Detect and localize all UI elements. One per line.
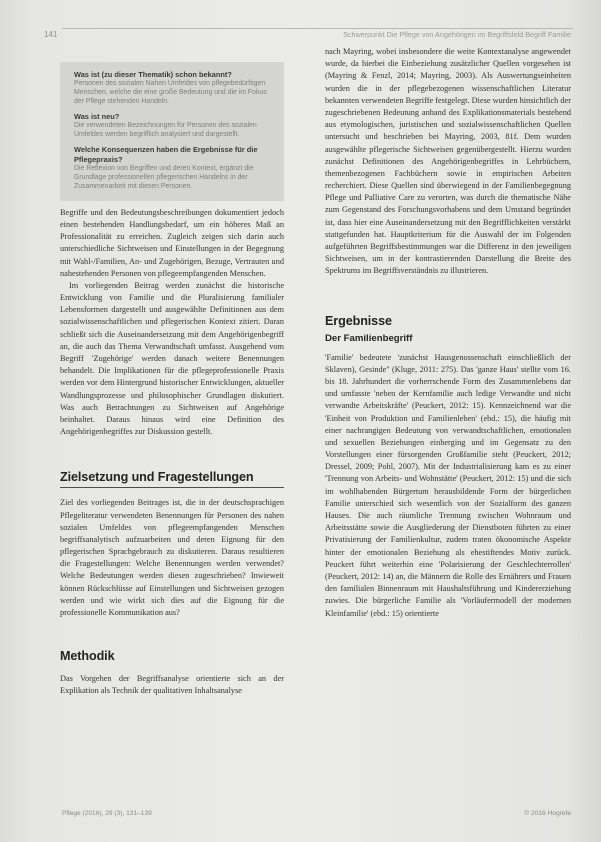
section-heading-method bbox=[60, 649, 284, 663]
left-column bbox=[60, 62, 284, 698]
left-body-text bbox=[60, 207, 284, 439]
section-title-goals: Zielsetzung und Fragestellungen bbox=[60, 470, 254, 485]
running-head: Schwerpunkt Die Pflege von Angehörigen im Begriffsfeld Begriff Familie bbox=[343, 30, 571, 39]
subsection-title-family: Der Familienbegriff bbox=[325, 332, 413, 344]
box-answer-2: Die verwendeten Bezeichnungen für Personen des sozialen Umfeldes werden begrifflich analysiert und dargestellt. bbox=[74, 122, 257, 139]
section-title-results: Ergebnisse bbox=[325, 313, 392, 328]
box-answer-3: Die Reflexion von Begriffen und deren Kontext, ergänzt die Grundlage professionellen pflegerischen Handelns in der Zusammenarbeit mit diesen Personen. bbox=[74, 164, 254, 190]
section-title-method: Methodik bbox=[60, 649, 115, 664]
left-paragraph-1: Begriffe und den Bedeutungsbeschreibungen dokumentiert jedoch einen bestehenden Handlungsbedarf, um ein höheres Maß an Professionalität zu erreichen. Zugleich zeigen sich darin auch unterschiedliche Sichtweisen und Einstellungen in der Begegnung mit Wahl-/Familien, An- und Zugehörigen, Bezuge, Vertrauten und nahestehenden Personen von pflegeempfangenden Menschen. bbox=[60, 207, 284, 278]
box-question-1: Was ist (zu dieser Thematik) schon bekannt? bbox=[74, 70, 232, 79]
footer-copyright: © 2016 Hogrefe bbox=[524, 810, 571, 817]
box-answer-1: Personen des sozialen Nahen Umfeldes von pflegebedürftigen Menschen, welche die eine große Bedeutung und die im Fokus der Pflege stehenden Handeln. bbox=[74, 80, 267, 106]
box-question-3: Welche Konsequenzen haben die Ergebnisse für die Pflegepraxis? bbox=[74, 145, 258, 164]
right-paragraph-2: 'Familie' bedeutete 'zunächst Hausgenossenschaft einschließlich der Sklaven), Gesinde'' (Kluge, 2011: 275). Das 'ganze Haus' stellte vom 16. bis 18. Jahrhundert die vorherrschende Form des Zusammenlebens dar und umfasste 'neben der Kernfamilie auch ledige Verwandte und nicht verwandte Arbeitskräfte' (Peuckert, 2012: 15). Kennzeichnend war die 'Einheit von Produktion und Familienleben' (ebd.: 15), die häufig mit einer nachrangigen Bedeutung von verwandtschaftlichen, emotionalen und sexuellen Beziehungen einherging und im Gegensatz zu den Vorstellungen einer fürsorgenden Großfamilie steht (Peuckert, 2012; Dressel, 2009; Pohl, 2007). Mit der Industrialisierung kam es zu einer 'Trennung von Arbeits- und Wohnstätte' (Peuckert, 2012: 15) und die sich im wohlhabenden Bürgertum herausbildende Form der bürgerlichen Familie unterschied sich wesentlich von der Sozialform des ganzen Hauses. Die auch räumliche Trennung zwischen Wohnraum und Arbeitsstätte sowie die Ausgliederung der Dienstboten führten zu einer Privatisierung der Familienkultur, zudem traten ökonomische Aspekte hinter der emotionalen Beziehung als ehestiftendes Motiv zurück. Peuckert führt weiterhin eine 'Polarisierung der Geschlechterrollen' (Peuckert, 2012: 14) an, die Männern die Rolle des Ernährers und Frauen den familialen Binnenraum mit Haushaltsführung und Kindererziehung zuwies. Die bürgerliche Familie als 'Vorläufermodell der modernen Kleinfamilie' (ebd.: 15) orientierte bbox=[325, 352, 571, 618]
footer-citation: Pflege (2016), 29 (3), 131–139 bbox=[62, 810, 152, 817]
page-number: 141 bbox=[44, 30, 58, 39]
goals-text: Ziel des vorliegenden Beitrages ist, die in der deutschsprachigen Pflegeliteratur verwendeten Benennungen für Personen des nahen sozialen Umfeldes von pflegeempfangenden Menschen begriffsanalytisch aufzuarbeiten und deren Eignung für den pflegerischen Sprachgebrauch zu diskutieren. Daraus resultieren die Fragestellungen: Welche Benennungen werden verwendet? Welche Bedeutungen werden diesen zugeschrieben? Inwieweit können Rückschlüsse auf Einstellungen und Sichtweisen gezogen werden und wie wirkt sich dies auf die Eignung für die professionelle Kommunikation aus? bbox=[60, 498, 284, 617]
box-question-2: Was ist neu? bbox=[74, 112, 120, 122]
method-text: Das Vorgehen der Begriffsanalyse orientierte sich an der Explikation als Technik der qualitativen Inhaltsanalyse bbox=[60, 674, 284, 696]
left-paragraph-2: Im vorliegenden Beitrag werden zunächst die historische Entwicklung von Familie und die Pluralisierung familialer Lebensformen dargestellt und ausgewählte Definitionen aus dem sozialwissenschaftlichen und pflegerischen Kontext zitiert. Daran schließt sich die Auseinandersetzung mit dem Angehörigenbegriff an, die auch das Thema Verwandtschaft umfasst. Ausgehend vom Begriff 'Zugehörige' werden danach weitere Benennungen behandelt. Die Implikationen für die pflegeprofessionelle Praxis werden vor dem Hintergrund historischer Entwicklungen, aktueller Wandlungsprozesse und philosophischer Grundlagen diskutiert. Was auch Betrachtungen zu Sichtweisen auf Angehörige beinhaltet. Daraus hinaus wird eine Definition des Angehörigenbegriffes zur Diskussion gestellt. bbox=[60, 280, 284, 437]
header-rule bbox=[62, 28, 573, 29]
right-column bbox=[325, 46, 571, 620]
section-heading-results bbox=[325, 314, 571, 328]
section-heading-goals bbox=[60, 470, 284, 488]
summary-box bbox=[60, 62, 284, 201]
right-paragraph-1: nach Mayring, wobei insbesondere die weite Kontextanalyse angewendet wurde, da hierbei die Einbeziehung zusätzlicher Quellen vorgesehen ist (Mayring & Fenzl, 2014; Mayring, 2003). Als Auswertungseinheiten wurden die in der pflegebezogenen wissenschaftlichen Literatur bekannten verwendeten Begriffe festgelegt. Diese wurden hinsichtlich der zugeschriebenen Bedeutung anhand des Explikationsmaterials bestehend aus etymologischen, juristischen und sozialwissenschaftlichen Quellen untersucht und beschrieben bei Mayring, 2003, 81f. Dem wurden ausgewählte pflegerische Sichtweisen gegenübergestellt. Hierzu wurden zunächst Definitionen des Angehörigenbegriffes in Lehrbüchern, themenbezogenen Fachbüchern sowie in empirischen Arbeiten recherchiert. Diese Quellen sind überwiegend in der Familienbegegnung Pflege und Palliative Care zu verorten, was durch die thematische Nähe zum Gegenstand des Forschungsvorhabens und dem Umstand begründet ist, dass hier eine Auseinandersetzung mit den Begrifflichkeiten verstärkt stattgefunden hat. Hauptkriterium für die Auswahl der im Folgenden aufgeführten Begriffsbestimmungen war die Differenz in den jeweiligen Sichtweisen, um in der kontrastierenden Darstellung die Breite des Spektrums im Begriffsverständnis zu illustrieren. bbox=[325, 47, 571, 276]
